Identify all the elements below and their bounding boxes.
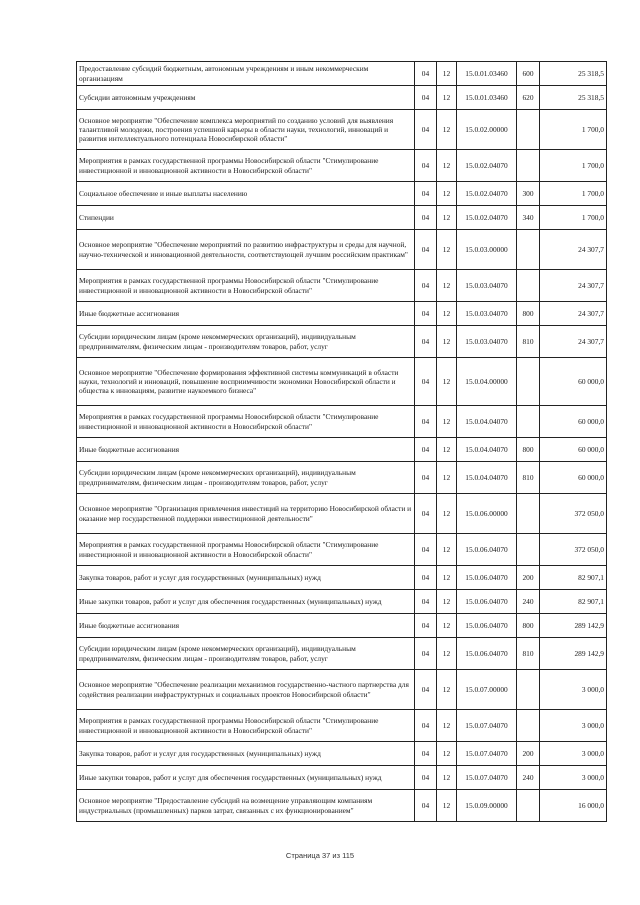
cell-type: 300 <box>517 182 540 206</box>
cell-type <box>517 150 540 182</box>
cell-type: 810 <box>517 638 540 670</box>
cell-section: 04 <box>415 494 437 534</box>
cell-target: 15.0.01.03460 <box>457 86 517 110</box>
cell-section: 04 <box>415 590 437 614</box>
cell-amount: 3 000,0 <box>540 742 607 766</box>
cell-section: 04 <box>415 358 437 406</box>
cell-section: 04 <box>415 766 437 790</box>
cell-target: 15.0.06.04070 <box>457 534 517 566</box>
cell-subsection: 12 <box>437 62 457 86</box>
cell-subsection: 12 <box>437 670 457 710</box>
cell-subsection: 12 <box>437 438 457 462</box>
cell-subsection: 12 <box>437 406 457 438</box>
cell-section: 04 <box>415 742 437 766</box>
cell-type <box>517 110 540 150</box>
cell-section: 04 <box>415 326 437 358</box>
cell-amount: 60 000,0 <box>540 462 607 494</box>
cell-amount: 25 318,5 <box>540 62 607 86</box>
cell-type: 600 <box>517 62 540 86</box>
cell-amount: 24 307,7 <box>540 302 607 326</box>
table-row <box>77 326 607 358</box>
cell-name: Закупка товаров, работ и услуг для государственных (муниципальных) нужд <box>77 742 415 766</box>
cell-section: 04 <box>415 206 437 230</box>
cell-target: 15.0.04.04070 <box>457 406 517 438</box>
cell-target: 15.0.03.04070 <box>457 302 517 326</box>
cell-subsection: 12 <box>437 590 457 614</box>
cell-type: 800 <box>517 614 540 638</box>
cell-section: 04 <box>415 614 437 638</box>
cell-target: 15.0.07.00000 <box>457 670 517 710</box>
cell-section: 04 <box>415 566 437 590</box>
cell-target: 15.0.02.00000 <box>457 110 517 150</box>
cell-subsection: 12 <box>437 614 457 638</box>
cell-target: 15.0.02.04070 <box>457 150 517 182</box>
table-row <box>77 358 607 406</box>
cell-type <box>517 406 540 438</box>
cell-subsection: 12 <box>437 206 457 230</box>
cell-subsection: 12 <box>437 302 457 326</box>
cell-target: 15.0.06.04070 <box>457 638 517 670</box>
cell-type: 340 <box>517 206 540 230</box>
cell-name: Иные закупки товаров, работ и услуг для обеспечения государственных (муниципальных) нужд <box>77 590 415 614</box>
cell-name: Основное мероприятие "Организация привлечения инвестиций на территорию Новосибирской области и оказание мер государственной поддержки инвестиционной деятельности" <box>77 494 415 534</box>
cell-name: Мероприятия в рамках государственной программы Новосибирской области "Стимулирование инвестиционной и инновационной активности в Новосибирской области" <box>77 270 415 302</box>
table-row <box>77 742 607 766</box>
cell-name: Мероприятия в рамках государственной программы Новосибирской области "Стимулирование инвестиционной и инновационной активности в Новосибирской области" <box>77 710 415 742</box>
cell-target: 15.0.07.04070 <box>457 710 517 742</box>
cell-section: 04 <box>415 110 437 150</box>
cell-target: 15.0.06.00000 <box>457 494 517 534</box>
cell-amount: 3 000,0 <box>540 710 607 742</box>
table-row <box>77 230 607 270</box>
cell-section: 04 <box>415 150 437 182</box>
cell-target: 15.0.06.04070 <box>457 566 517 590</box>
cell-target: 15.0.04.00000 <box>457 358 517 406</box>
cell-type: 200 <box>517 742 540 766</box>
cell-section: 04 <box>415 534 437 566</box>
table-row <box>77 406 607 438</box>
cell-section: 04 <box>415 230 437 270</box>
cell-type <box>517 358 540 406</box>
cell-section: 04 <box>415 86 437 110</box>
cell-subsection: 12 <box>437 494 457 534</box>
table-row <box>77 710 607 742</box>
cell-target: 15.0.06.04070 <box>457 590 517 614</box>
cell-subsection: 12 <box>437 326 457 358</box>
table-body <box>77 62 607 822</box>
cell-amount: 289 142,9 <box>540 614 607 638</box>
cell-target: 15.0.06.04070 <box>457 614 517 638</box>
cell-subsection: 12 <box>437 766 457 790</box>
cell-subsection: 12 <box>437 150 457 182</box>
cell-type: 810 <box>517 462 540 494</box>
cell-type <box>517 534 540 566</box>
cell-amount: 1 700,0 <box>540 150 607 182</box>
cell-name: Субсидии автономным учреждениям <box>77 86 415 110</box>
cell-target: 15.0.03.04070 <box>457 270 517 302</box>
cell-subsection: 12 <box>437 86 457 110</box>
cell-section: 04 <box>415 638 437 670</box>
cell-name: Основное мероприятие "Обеспечение мероприятий по развитию инфраструктуры и среды для научной, научно-технической и инновационной деятельности, соответствующей лучшим российским практикам" <box>77 230 415 270</box>
cell-target: 15.0.04.04070 <box>457 462 517 494</box>
cell-target: 15.0.01.03460 <box>457 62 517 86</box>
budget-table <box>76 61 607 822</box>
table-row <box>77 110 607 150</box>
cell-name: Стипендии <box>77 206 415 230</box>
table-row <box>77 438 607 462</box>
table-row <box>77 534 607 566</box>
cell-amount: 1 700,0 <box>540 206 607 230</box>
cell-amount: 24 307,7 <box>540 326 607 358</box>
cell-type <box>517 670 540 710</box>
cell-type: 800 <box>517 438 540 462</box>
cell-name: Мероприятия в рамках государственной программы Новосибирской области "Стимулирование инвестиционной и инновационной активности в Новосибирской области" <box>77 150 415 182</box>
cell-section: 04 <box>415 790 437 822</box>
table-row <box>77 790 607 822</box>
cell-amount: 3 000,0 <box>540 766 607 790</box>
cell-name: Иные бюджетные ассигнования <box>77 438 415 462</box>
cell-name: Субсидии юридическим лицам (кроме некоммерческих организаций), индивидуальным предпринимателям, физическим лицам - производителям товаров, работ, услуг <box>77 638 415 670</box>
cell-name: Основное мероприятие "Предоставление субсидий на возмещение управляющим компаниям индустриальных (промышленных) парков затрат, связанных с их функционированием" <box>77 790 415 822</box>
cell-type <box>517 790 540 822</box>
cell-type <box>517 270 540 302</box>
cell-amount: 16 000,0 <box>540 790 607 822</box>
cell-subsection: 12 <box>437 270 457 302</box>
table-row <box>77 206 607 230</box>
cell-subsection: 12 <box>437 182 457 206</box>
table-row <box>77 614 607 638</box>
table-row <box>77 494 607 534</box>
cell-name: Иные бюджетные ассигнования <box>77 614 415 638</box>
cell-section: 04 <box>415 406 437 438</box>
cell-type: 200 <box>517 566 540 590</box>
cell-type: 810 <box>517 326 540 358</box>
cell-subsection: 12 <box>437 534 457 566</box>
cell-subsection: 12 <box>437 358 457 406</box>
table-row <box>77 766 607 790</box>
cell-target: 15.0.02.04070 <box>457 182 517 206</box>
cell-type: 240 <box>517 766 540 790</box>
table-row <box>77 302 607 326</box>
cell-type <box>517 230 540 270</box>
cell-name: Социальное обеспечение и иные выплаты населению <box>77 182 415 206</box>
cell-type <box>517 710 540 742</box>
cell-target: 15.0.03.04070 <box>457 326 517 358</box>
cell-section: 04 <box>415 462 437 494</box>
cell-name: Основное мероприятие "Обеспечение комплекса мероприятий по созданию условий для выявления талантливой молодежи, построения успешной карьеры в области науки, технологий, инноваций и развития интеллектуального потенциала Новосибирской области" <box>77 110 415 150</box>
table-row <box>77 270 607 302</box>
cell-name: Основное мероприятие "Обеспечение реализации механизмов государственно-частного партнерства для содействия реализации инфраструктурных и социальных проектов Новосибирской области" <box>77 670 415 710</box>
cell-subsection: 12 <box>437 110 457 150</box>
table-row <box>77 86 607 110</box>
cell-amount: 60 000,0 <box>540 406 607 438</box>
cell-amount: 3 000,0 <box>540 670 607 710</box>
cell-subsection: 12 <box>437 710 457 742</box>
table-row <box>77 670 607 710</box>
cell-section: 04 <box>415 710 437 742</box>
cell-name: Предоставление субсидий бюджетным, автономным учреждениям и иным некоммерческим организациям <box>77 62 415 86</box>
cell-target: 15.0.09.00000 <box>457 790 517 822</box>
cell-amount: 24 307,7 <box>540 230 607 270</box>
cell-amount: 60 000,0 <box>540 358 607 406</box>
cell-amount: 60 000,0 <box>540 438 607 462</box>
cell-name: Закупка товаров, работ и услуг для государственных (муниципальных) нужд <box>77 566 415 590</box>
cell-name: Основное мероприятие "Обеспечение формирования эффективной системы коммуникаций в области науки, технологий и инноваций, повышение восприимчивости экономики Новосибирской области и общества к инновациям, развитие наукоемкого бизнеса" <box>77 358 415 406</box>
cell-name: Иные закупки товаров, работ и услуг для обеспечения государственных (муниципальных) нужд <box>77 766 415 790</box>
cell-target: 15.0.02.04070 <box>457 206 517 230</box>
cell-name: Субсидии юридическим лицам (кроме некоммерческих организаций), индивидуальным предпринимателям, физическим лицам - производителям товаров, работ, услуг <box>77 326 415 358</box>
cell-type: 240 <box>517 590 540 614</box>
cell-target: 15.0.03.00000 <box>457 230 517 270</box>
page-footer: Страница 37 из 115 <box>285 851 355 860</box>
cell-target: 15.0.07.04070 <box>457 766 517 790</box>
cell-type: 620 <box>517 86 540 110</box>
cell-type: 800 <box>517 302 540 326</box>
cell-section: 04 <box>415 670 437 710</box>
cell-amount: 82 907,1 <box>540 566 607 590</box>
table-row <box>77 182 607 206</box>
cell-amount: 1 700,0 <box>540 182 607 206</box>
cell-type <box>517 494 540 534</box>
cell-subsection: 12 <box>437 638 457 670</box>
cell-target: 15.0.04.04070 <box>457 438 517 462</box>
cell-subsection: 12 <box>437 462 457 494</box>
cell-subsection: 12 <box>437 566 457 590</box>
cell-amount: 1 700,0 <box>540 110 607 150</box>
cell-section: 04 <box>415 438 437 462</box>
table-row <box>77 62 607 86</box>
cell-amount: 82 907,1 <box>540 590 607 614</box>
cell-name: Иные бюджетные ассигнования <box>77 302 415 326</box>
cell-amount: 24 307,7 <box>540 270 607 302</box>
cell-section: 04 <box>415 182 437 206</box>
cell-amount: 372 050,0 <box>540 534 607 566</box>
table-row <box>77 150 607 182</box>
cell-amount: 289 142,9 <box>540 638 607 670</box>
table-row <box>77 638 607 670</box>
cell-section: 04 <box>415 62 437 86</box>
cell-subsection: 12 <box>437 742 457 766</box>
cell-name: Мероприятия в рамках государственной программы Новосибирской области "Стимулирование инвестиционной и инновационной активности в Новосибирской области" <box>77 406 415 438</box>
table-row <box>77 462 607 494</box>
cell-target: 15.0.07.04070 <box>457 742 517 766</box>
cell-amount: 25 318,5 <box>540 86 607 110</box>
cell-subsection: 12 <box>437 790 457 822</box>
cell-section: 04 <box>415 302 437 326</box>
table-row <box>77 566 607 590</box>
cell-amount: 372 050,0 <box>540 494 607 534</box>
cell-name: Субсидии юридическим лицам (кроме некоммерческих организаций), индивидуальным предпринимателям, физическим лицам - производителям товаров, работ, услуг <box>77 462 415 494</box>
cell-section: 04 <box>415 270 437 302</box>
cell-name: Мероприятия в рамках государственной программы Новосибирской области "Стимулирование инвестиционной и инновационной активности в Новосибирской области" <box>77 534 415 566</box>
table-row <box>77 590 607 614</box>
cell-subsection: 12 <box>437 230 457 270</box>
